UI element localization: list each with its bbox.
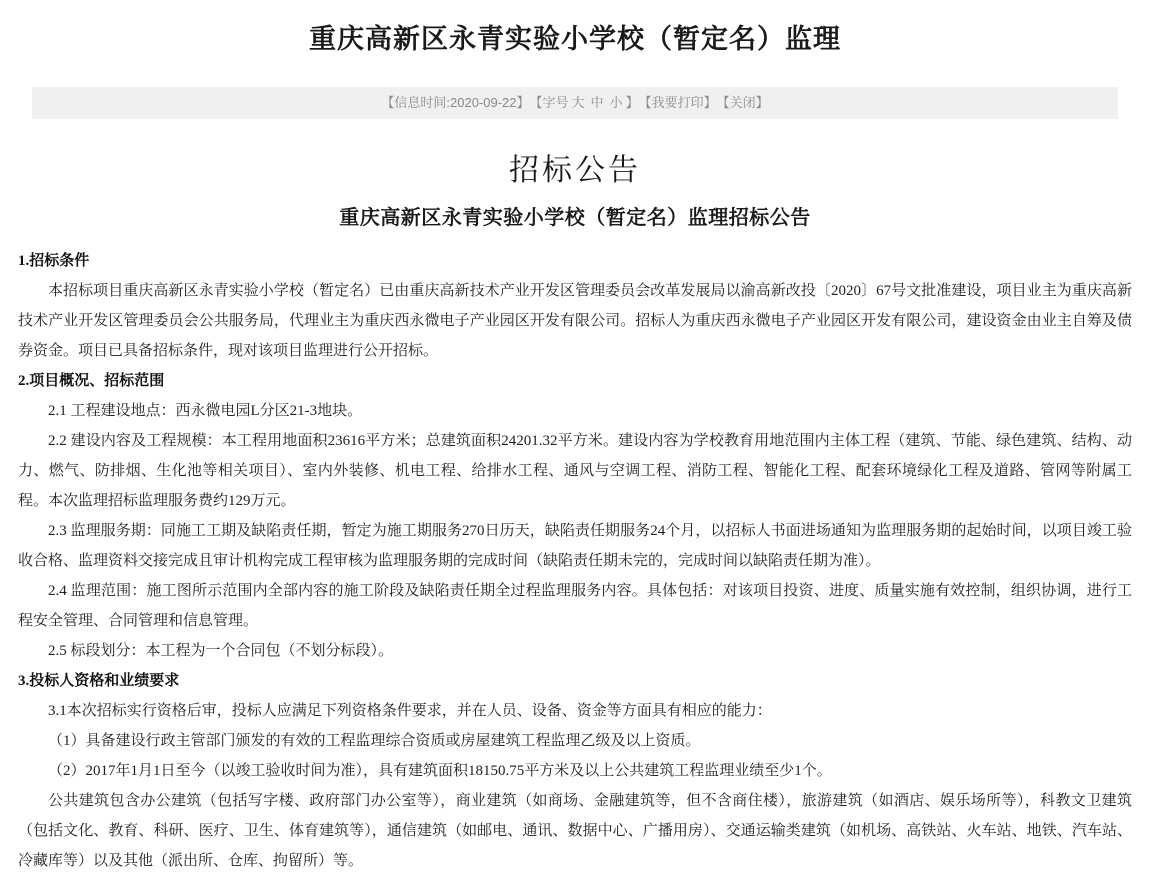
page-title: 重庆高新区永青实验小学校（暂定名）监理 [309, 24, 841, 54]
section-3-1-paragraph: 3.1本次招标实行资格后审，投标人应满足下列资格条件要求，并在人员、设备、资金等方面具有相应的能力： [48, 703, 772, 720]
info-time-close: 】 [516, 95, 530, 111]
section-1-paragraph: 本招标项目重庆高新区永青实验小学校（暂定名）已由重庆高新技术产业开发区管理委员会改革发展局以渝高新改投〔2020〕67号文批准建设，项目业主为重庆高新技术产业开发区管理委员会公共服务局，代理业主为重庆西永微电子产业园区开发有限公司。招标人为重庆西永微电子产业园区开发有限公司，建设资金由业主自筹及债券资金。项目已具备招标条件，现对该项目监理进行公开招标。 [18, 283, 1132, 360]
info-time-value: 2020-09-22 [450, 95, 517, 111]
section-3-heading: 3.投标人资格和业绩要求 [18, 673, 180, 690]
announcement-body [0, 246, 1150, 890]
section-2-3-paragraph: 2.3 监理服务期：同施工工期及缺陷责任期，暂定为施工期服务270日历天，缺陷责任期服务24个月，以招标人书面进场通知为监理服务期的起始时间，以项目竣工验收合格、监理资料交接完成且审计机构完成工程审核为监理服务期的完成时间（缺陷责任期未完的，完成时间以缺陷责任期为准）。 [18, 523, 1132, 570]
section-2-2-paragraph: 2.2 建设内容及工程规模：本工程用地面积23616平方米；总建筑面积24201.32平方米。建设内容为学校教育用地范围内主体工程（建筑、节能、绿色建筑、结构、动力、燃气、防排烟、生化池等相关项目）、室内外装修、机电工程、给排水工程、通风与空调工程、消防工程、智能化工程、配套环境绿化工程及道路、管网等附属工程。本次监理招标监理服务费约129万元。 [18, 433, 1132, 510]
info-bar [32, 87, 1118, 119]
fontsize-large-button[interactable]: 大 [571, 95, 585, 111]
section-3-note: 公共建筑包含办公建筑（包括写字楼、政府部门办公室等），商业建筑（如商场、金融建筑等，但不含商住楼），旅游建筑（如酒店、娱乐场所等），科教文卫建筑（包括文化、教育、科研、医疗、卫生、体育建筑等），通信建筑（如邮电、通讯、数据中心、广播用房）、交通运输类建筑（如机场、高铁站、火车站、地铁、汽车站、冷藏库等）以及其他（派出所、仓库、拘留所）等。 [18, 793, 1132, 870]
print-button[interactable]: 【我要打印】 [638, 95, 717, 111]
close-button[interactable]: 【关闭】 [716, 95, 769, 111]
fontsize-label: 【字号 [529, 95, 569, 111]
info-time-label: 【信息时间: [381, 95, 450, 111]
section-3-item-2: （2）2017年1月1日至今（以竣工验收时间为准），具有建筑面积18150.75平方米及以上公共建筑工程监理业绩至少1个。 [48, 763, 832, 780]
section-2-5-paragraph: 2.5 标段划分：本工程为一个合同包（不划分标段）。 [48, 643, 394, 660]
section-1-heading: 1.招标条件 [18, 253, 90, 270]
section-2-heading: 2.项目概况、招标范围 [18, 373, 165, 390]
document-header [0, 0, 1150, 79]
fontsize-close: 】 [625, 95, 639, 111]
announcement-sub-title: 重庆高新区永青实验小学校（暂定名）监理招标公告 [339, 207, 811, 230]
fontsize-medium-button[interactable]: 中 [590, 95, 604, 111]
section-2-4-paragraph: 2.4 监理范围：施工图所示范围内全部内容的施工阶段及缺陷责任期全过程监理服务内容。具体包括：对该项目投资、进度、质量实施有效控制，组织协调，进行工程安全管理、合同管理和信息管理。 [18, 583, 1132, 630]
fontsize-small-button[interactable]: 小 [609, 95, 623, 111]
section-2-1-paragraph: 2.1 工程建设地点：西永微电园L分区21-3地块。 [48, 403, 363, 420]
section-3-item-1: （1）具备建设行政主管部门颁发的有效的工程监理综合资质或房屋建筑工程监理乙级及以上资质。 [48, 733, 701, 750]
announcement-main-title: 招标公告 [509, 154, 641, 188]
